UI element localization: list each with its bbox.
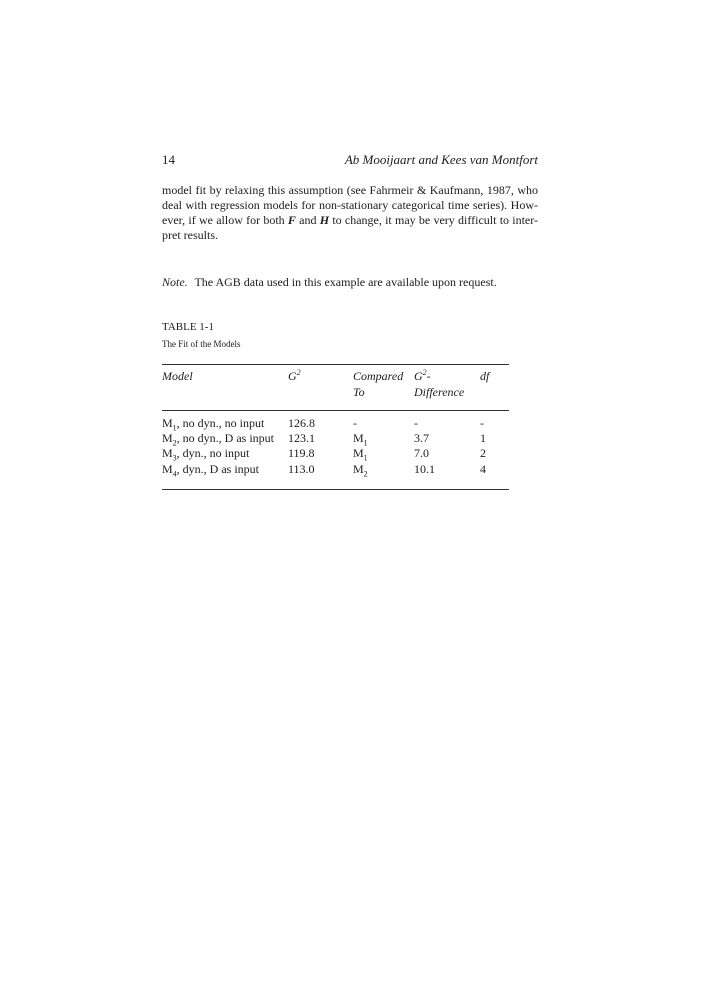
table-cell-diff: - bbox=[414, 416, 418, 430]
model-letter: M bbox=[162, 431, 173, 445]
compared-letter: M bbox=[353, 431, 364, 445]
compared-sub: 2 bbox=[363, 469, 368, 479]
model-letter: M bbox=[162, 462, 173, 476]
model-desc: , dyn., D as input bbox=[176, 462, 260, 476]
paragraph-text: to change, it may be very difficult to inter- bbox=[329, 213, 539, 227]
model-desc: , dyn., no input bbox=[176, 446, 250, 460]
header-model: Model bbox=[162, 369, 193, 383]
table-cell-df: 4 bbox=[480, 462, 486, 476]
table-cell-diff: 7.0 bbox=[414, 446, 429, 460]
note bbox=[162, 275, 497, 290]
header-difference: Difference bbox=[414, 385, 465, 399]
table-caption: The Fit of the Models bbox=[162, 339, 241, 349]
table-cell-compared bbox=[353, 446, 368, 461]
table-cell-diff: 10.1 bbox=[414, 462, 435, 476]
table-cell-compared bbox=[353, 431, 368, 446]
compared-letter: M bbox=[353, 446, 364, 460]
table-cell-compared bbox=[353, 416, 357, 431]
symbol-h: H bbox=[319, 213, 330, 227]
table-cell-model bbox=[162, 462, 259, 477]
table-cell-df: 1 bbox=[480, 431, 486, 445]
table-cell-model bbox=[162, 446, 249, 461]
table-cell-diff: 3.7 bbox=[414, 431, 429, 445]
table-cell-model bbox=[162, 431, 274, 446]
header-g2-sup: 2 bbox=[296, 368, 301, 377]
table-top-rule bbox=[162, 364, 509, 365]
paragraph-line: model fit by relaxing this assumption (see Fahrmeir & Kaufmann, 1987, who bbox=[162, 183, 538, 197]
header-df: df bbox=[480, 369, 490, 383]
compared-letter: M bbox=[353, 462, 364, 476]
model-sub: 1 bbox=[172, 423, 177, 433]
symbol-f: F bbox=[287, 213, 296, 227]
model-desc: , no dyn., no input bbox=[176, 416, 265, 430]
table-cell-df: - bbox=[480, 416, 484, 430]
paragraph-line: deal with regression models for non-stationary categorical time series). How- bbox=[162, 198, 538, 212]
model-desc: , no dyn., D as input bbox=[176, 431, 275, 445]
running-title: Ab Mooijaart and Kees van Montfort bbox=[344, 152, 538, 167]
header-diff-sup: 2 bbox=[422, 368, 427, 377]
header-diff-dash: - bbox=[426, 369, 431, 383]
table-label: TABLE 1-1 bbox=[162, 321, 214, 333]
table-cell-model bbox=[162, 416, 264, 431]
note-text: The AGB data used in this example are available upon request. bbox=[194, 275, 497, 289]
header-g2-text: G bbox=[288, 369, 297, 383]
table-cell-df: 2 bbox=[480, 446, 486, 460]
page-header bbox=[162, 152, 538, 170]
table-cell-g2: 123.1 bbox=[288, 431, 315, 445]
header-diff bbox=[414, 369, 431, 384]
model-letter: M bbox=[162, 446, 173, 460]
table-bottom-rule bbox=[162, 489, 509, 490]
model-sub: 2 bbox=[172, 438, 177, 448]
header-compared-to: To bbox=[353, 385, 365, 399]
table-cell-g2: 113.0 bbox=[288, 462, 315, 476]
model-sub: 3 bbox=[172, 453, 177, 463]
paragraph-line: pret results. bbox=[162, 228, 218, 242]
page-number: 14 bbox=[162, 152, 175, 167]
compared-letter: - bbox=[353, 416, 357, 430]
header-compared: Compared bbox=[353, 369, 404, 383]
compared-sub: 1 bbox=[363, 438, 368, 448]
paragraph-text: and bbox=[295, 213, 320, 227]
table-cell-compared bbox=[353, 462, 368, 477]
table-mid-rule bbox=[162, 410, 509, 411]
note-label: Note. bbox=[162, 275, 188, 289]
paragraph-line bbox=[162, 213, 538, 228]
body-paragraph bbox=[162, 183, 538, 243]
model-sub: 4 bbox=[172, 469, 177, 479]
header-diff-text: G bbox=[414, 369, 423, 383]
compared-sub: 1 bbox=[363, 453, 368, 463]
table-cell-g2: 119.8 bbox=[288, 446, 315, 460]
paragraph-text: ever, if we allow for both bbox=[162, 213, 288, 227]
header-g2 bbox=[288, 369, 301, 384]
table-cell-g2: 126.8 bbox=[288, 416, 315, 430]
model-letter: M bbox=[162, 416, 173, 430]
